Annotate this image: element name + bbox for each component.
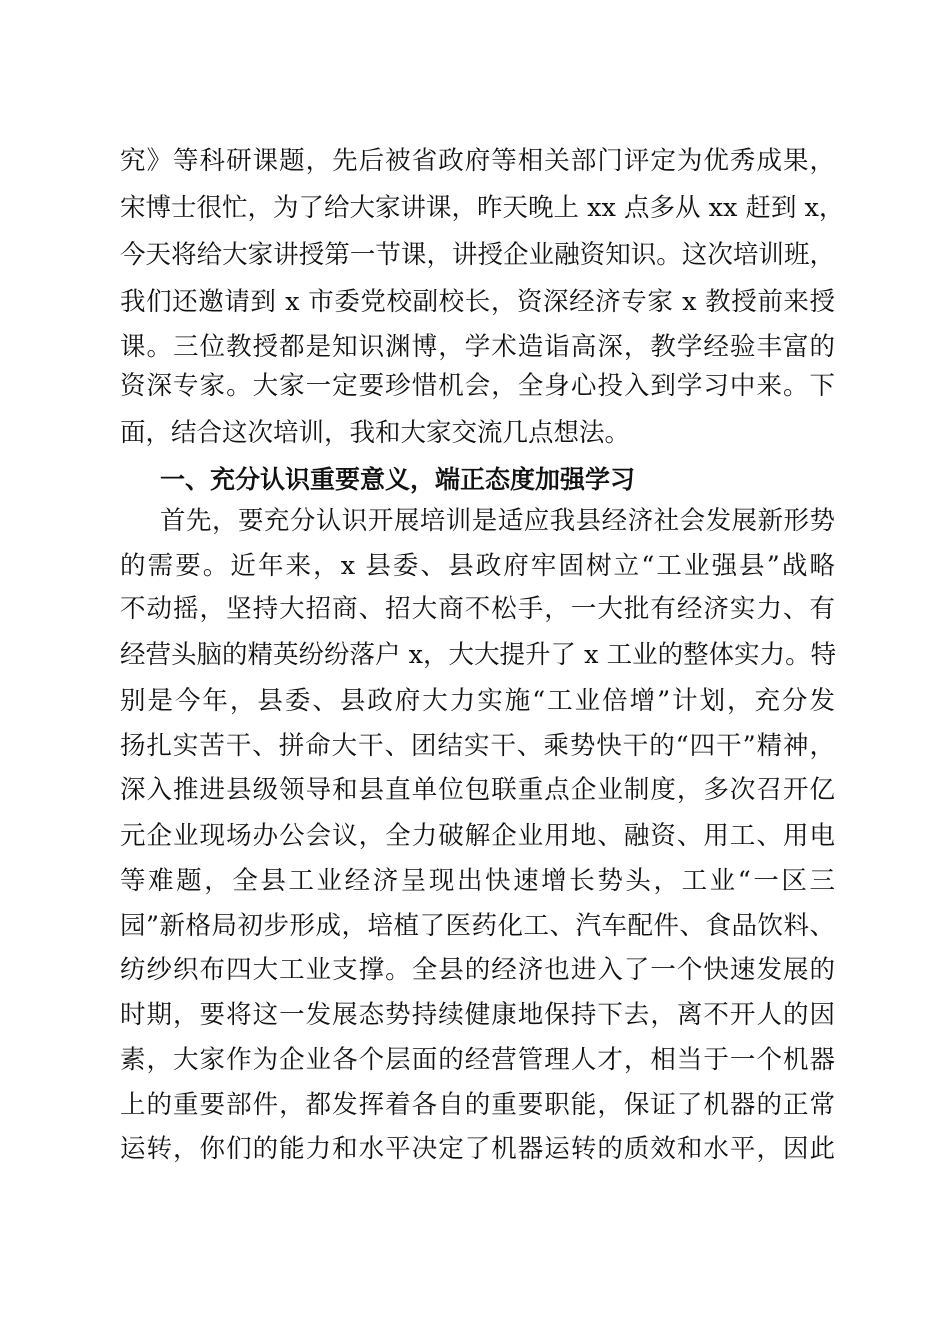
text-line: 时期，要将这一发展态势持续健康地保持下去，离不开人的因 (120, 1000, 835, 1030)
section-heading: 一、充分认识重要意义，端正态度加强学习 (160, 465, 636, 494)
text-line: 扬扎实苦干、拼命大干、团结实干、乘势快干的“四干”精神， (120, 731, 835, 761)
text-line: 等难题，全县工业经济呈现出快速增长势头，工业“一区三 (120, 866, 835, 896)
text-line: 宋博士很忙，为了给大家讲课，昨天晚上 xx 点多从 xx 赶到 x， (120, 193, 845, 223)
text-line: 别是今年，县委、县政府大力实施“工业倍增”计划，充分发 (120, 686, 835, 716)
text-line: 的需要。近年来，x 县委、县政府牢固树立“工业强县”战略 (120, 551, 835, 581)
text-line: 深入推进县级领导和县直单位包联重点企业制度，多次召开亿 (120, 775, 835, 805)
text-line: 面，结合这次培训，我和大家交流几点想法。 (120, 418, 631, 448)
text-line: 我们还邀请到 x 市委党校副校长，资深经济专家 x 教授前来授 (120, 287, 835, 317)
text-line: 首先，要充分认识开展培训是适应我县经济社会发展新形势 (160, 506, 835, 536)
text-line: 上的重要部件，都发挥着各自的重要职能，保证了机器的正常 (120, 1090, 835, 1120)
text-line: 纺纱织布四大工业支撑。全县的经济也进入了一个快速发展的 (120, 955, 835, 985)
text-line: 运转，你们的能力和水平决定了机器运转的质效和水平，因此 (120, 1134, 835, 1164)
text-line: 课。三位教授都是知识渊博，学术造诣高深，教学经验丰富的 (120, 332, 835, 362)
text-line: 究》等科研课题，先后被省政府等相关部门评定为优秀成果， (120, 146, 835, 176)
text-line: 元企业现场办公会议，全力破解企业用地、融资、用工、用电 (120, 821, 835, 851)
text-line: 资深专家。大家一定要珍惜机会，全身心投入到学习中来。下 (120, 371, 835, 401)
text-line: 素，大家作为企业各个层面的经营管理人才，相当于一个机器 (120, 1045, 835, 1075)
text-line: 园”新格局初步形成，培植了医药化工、汽车配件、食品饮料、 (120, 911, 835, 941)
text-line: 经营头脑的精英纷纷落户 x，大大提升了 x 工业的整体实力。特 (120, 640, 837, 670)
text-line: 不动摇，坚持大招商、招大商不松手，一大批有经济实力、有 (120, 594, 835, 624)
text-line: 今天将给大家讲授第一节课，讲授企业融资知识。这次培训班， (120, 240, 835, 270)
